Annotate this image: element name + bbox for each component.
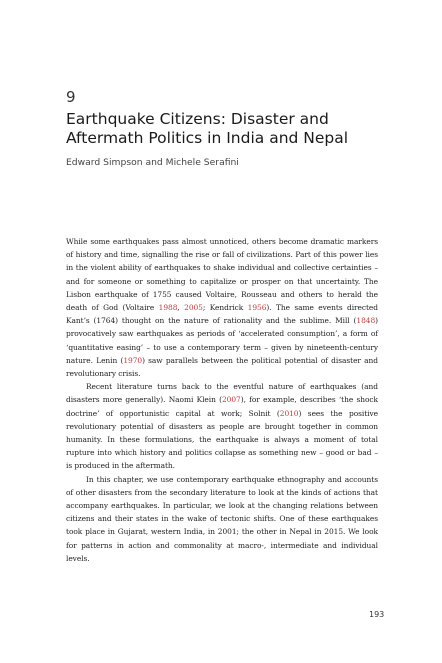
citation-link[interactable]: 1848	[356, 316, 376, 326]
text-run: ; Kendrick	[202, 303, 248, 313]
chapter-title: Earthquake Citizens: Disaster and Aftermath Politics in India and Nepal	[66, 110, 349, 147]
citation-link[interactable]: 1988	[158, 303, 178, 313]
text-run: ) saw parallels between the political potential of disaster and revolutionary crisis.	[66, 355, 378, 379]
paragraph	[66, 380, 378, 472]
chapter-number: 9	[66, 88, 76, 106]
page-number: 193	[369, 610, 385, 619]
citation-link[interactable]: 1956	[247, 303, 267, 313]
citation-link[interactable]: 2007	[221, 395, 241, 405]
body-text	[66, 235, 378, 565]
text-run: ) sees the positive revolutionary potential of disasters as people are brought together in common humanity. In these formulations, the earthquake is always a moment of total rupture into which history and politics collapse as something new – good or bad – is produced in the aftermath.	[66, 408, 378, 471]
citation-link[interactable]: 1970	[123, 355, 143, 365]
citation-link[interactable]: 2010	[279, 408, 299, 418]
text-run: Recent literature turns back to the eventful nature of earthquakes (and disasters more generally). Naomi Klein (	[66, 382, 378, 405]
text-run: While some earthquakes pass almost unnoticed, others become dramatic markers of history and time, signalling the rise or fall of civilizations. Part of this power lies in the violent ability of earthquakes to shake individual and collective certainties – and for someone or something to capitalize or prosper on that uncertainty. The Lisbon earthquake of 1755 caused Voltaire, Rousseau and others to herald the death of God (Voltaire	[66, 237, 378, 313]
paragraph	[66, 473, 378, 565]
text-run: ). The same events directed Kant’s (1764) thought on the nature of rationality and the sublime. Mill (	[66, 303, 378, 326]
text-run: ,	[177, 303, 185, 313]
text-run: ), for example, describes ‘the shock doctrine’ of opportunistic capital at work; Solnit (	[66, 395, 379, 418]
text-run: ) provocatively saw earthquakes as periods of ‘accelerated consumption’, a form of ‘quantitative easing’ – to use a contemporary term – given by nineteenth-century nature. Lenin (	[66, 316, 378, 365]
chapter-authors: Edward Simpson and Michele Serafini	[66, 157, 239, 168]
text-run: In this chapter, we use contemporary earthquake ethnography and accounts of other disasters from the secondary literature to look at the kinds of actions that accompany earthquakes. In particular, we look at the changing relations between citizens and their states in the wake of tectonic shifts. One of these earthquakes took place in Gujarat, western India, in 2001; the other in Nepal in 2015. We look for patterns in action and commonality at macro-, intermediate and individual levels.	[66, 474, 378, 563]
paragraph	[66, 235, 378, 380]
citation-link[interactable]: 2005	[184, 303, 203, 313]
